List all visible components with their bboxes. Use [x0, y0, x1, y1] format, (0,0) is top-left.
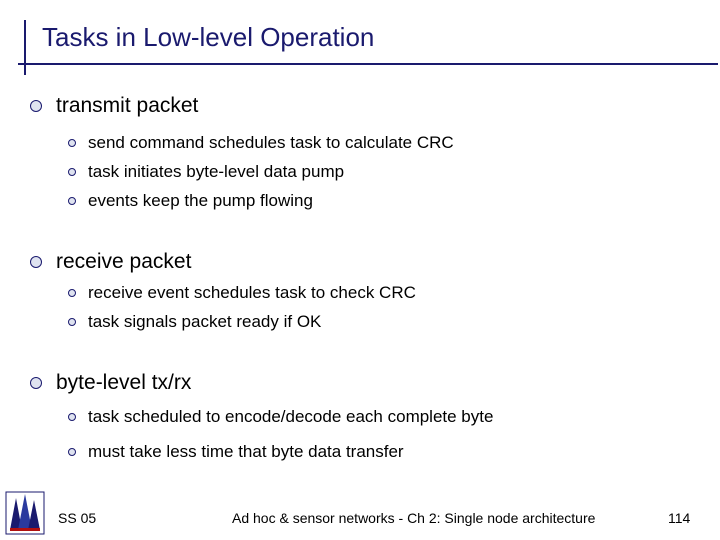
footer-center: Ad hoc & sensor networks - Ch 2: Single node architecture: [232, 510, 596, 526]
sub-bullet: [68, 312, 321, 332]
sub-bullet-dot-icon: [68, 318, 76, 326]
sub-bullet-text: must take less time that byte data transfer: [88, 442, 404, 461]
sub-bullet-text: task signals packet ready if OK: [88, 312, 322, 331]
page-number: 114: [668, 510, 691, 526]
slide-title: Tasks in Low-level Operation: [42, 22, 375, 52]
sub-bullet: [68, 162, 344, 182]
sub-bullet-text: task scheduled to encode/decode each complete byte: [88, 407, 494, 426]
sub-bullet-text: send command schedules task to calculate CRC: [88, 133, 454, 152]
bullet-receive-packet: [30, 250, 191, 274]
footer-left: SS 05: [58, 510, 97, 526]
sub-bullet-dot-icon: [68, 168, 76, 176]
sub-bullet-text: receive event schedules task to check CRC: [88, 283, 416, 302]
sub-bullet: [68, 442, 404, 462]
sub-bullet-dot-icon: [68, 197, 76, 205]
sub-bullet-text: task initiates byte-level data pump: [88, 162, 345, 181]
sub-bullet-text: events keep the pump flowing: [88, 191, 313, 210]
title-underline: [18, 63, 718, 65]
bullet-heading: transmit packet: [56, 94, 199, 117]
sub-bullet-dot-icon: [68, 139, 76, 147]
university-logo-icon: [4, 490, 46, 536]
sub-bullet: [68, 133, 454, 153]
title-vertical-rule: [24, 20, 26, 75]
sub-bullet-dot-icon: [68, 413, 76, 421]
bullet-byte-level: [30, 371, 191, 395]
bullet-transmit-packet: [30, 94, 198, 118]
sub-bullet: [68, 191, 313, 211]
sub-bullet-dot-icon: [68, 448, 76, 456]
sub-bullet: [68, 283, 416, 303]
bullet-heading: receive packet: [56, 250, 192, 273]
sub-bullet-dot-icon: [68, 289, 76, 297]
bullet-heading: byte-level tx/rx: [56, 371, 192, 394]
bullet-dot-icon: [30, 377, 42, 389]
sub-bullet: [68, 407, 493, 427]
bullet-dot-icon: [30, 100, 42, 112]
bullet-dot-icon: [30, 256, 42, 268]
